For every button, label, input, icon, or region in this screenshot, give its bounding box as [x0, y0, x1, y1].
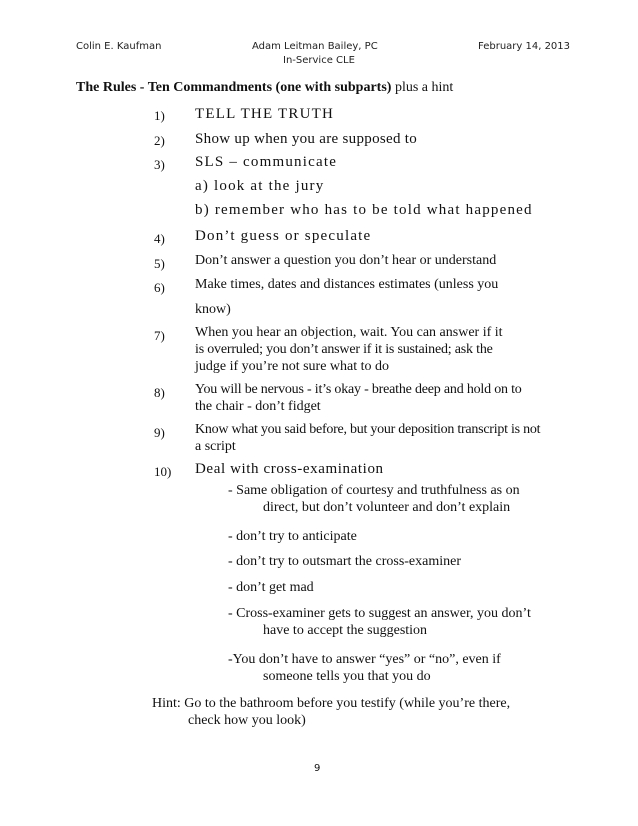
- header-date: February 14, 2013: [478, 41, 571, 52]
- rule-subpart: a) look at the jury: [195, 178, 325, 194]
- rule-text: Don’t guess or speculate: [195, 228, 372, 244]
- rule-text: know): [195, 302, 231, 317]
- page-title: [76, 80, 453, 96]
- cross-point: - don’t try to anticipate: [228, 529, 357, 544]
- cross-point: - don’t get mad: [228, 580, 314, 595]
- rule-number: 8): [154, 385, 165, 400]
- rule-number: 6): [154, 280, 165, 295]
- rule-text: is overruled; you don’t answer if it is sustained; ask the: [195, 342, 493, 357]
- rule-text: TELL THE TRUTH: [195, 106, 335, 122]
- rule-text: Deal with cross-examination: [195, 461, 384, 477]
- rule-text: a script: [195, 439, 236, 454]
- rule-text: When you hear an objection, wait. You can answer if it: [195, 325, 503, 340]
- rule-number: 2): [154, 133, 165, 148]
- cross-point-cont: direct, but don’t volunteer and don’t explain: [263, 500, 511, 515]
- rule-number: 4): [154, 231, 165, 246]
- cross-point: - don’t try to outsmart the cross-examiner: [228, 554, 462, 569]
- cross-point: - Cross-examiner gets to suggest an answer, you don’t: [228, 606, 531, 621]
- rule-text: Know what you said before, but your deposition transcript is not: [195, 422, 541, 437]
- rule-number: 3): [154, 157, 165, 172]
- cross-point: - Same obligation of courtesy and truthfulness as on: [228, 483, 520, 498]
- rule-number: 5): [154, 256, 165, 271]
- cross-point-cont: have to accept the suggestion: [263, 623, 428, 638]
- title-bold: The Rules - Ten Commandments (one with subparts): [76, 80, 392, 95]
- header-course: In-Service CLE: [283, 55, 355, 66]
- header-firm: Adam Leitman Bailey, PC: [252, 41, 378, 52]
- rule-text: You will be nervous - it’s okay - breathe deep and hold on to: [195, 382, 522, 397]
- rule-number: 9): [154, 425, 165, 440]
- rule-number: 10): [154, 464, 172, 479]
- rule-text: Show up when you are supposed to: [195, 131, 418, 147]
- rule-number: 1): [154, 108, 165, 123]
- rule-text: Make times, dates and distances estimates (unless you: [195, 277, 499, 292]
- rule-text: the chair - don’t fidget: [195, 399, 321, 414]
- rule-subpart: b) remember who has to be told what happened: [195, 202, 533, 218]
- title-suffix: plus a hint: [391, 80, 454, 95]
- rule-number: 7): [154, 328, 165, 343]
- cross-point-cont: someone tells you that you do: [263, 669, 431, 684]
- hint-text: Hint: Go to the bathroom before you testify (while you’re there,: [152, 696, 511, 711]
- rule-text: Don’t answer a question you don’t hear or understand: [195, 253, 497, 268]
- header-author: Colin E. Kaufman: [76, 41, 162, 52]
- rule-text: judge if you’re not sure what to do: [195, 359, 390, 374]
- cross-point: -You don’t have to answer “yes” or “no”, even if: [228, 652, 501, 667]
- hint-text-cont: check how you look): [188, 713, 306, 728]
- rule-text: SLS – communicate: [195, 154, 338, 170]
- page-number: 9: [314, 763, 321, 774]
